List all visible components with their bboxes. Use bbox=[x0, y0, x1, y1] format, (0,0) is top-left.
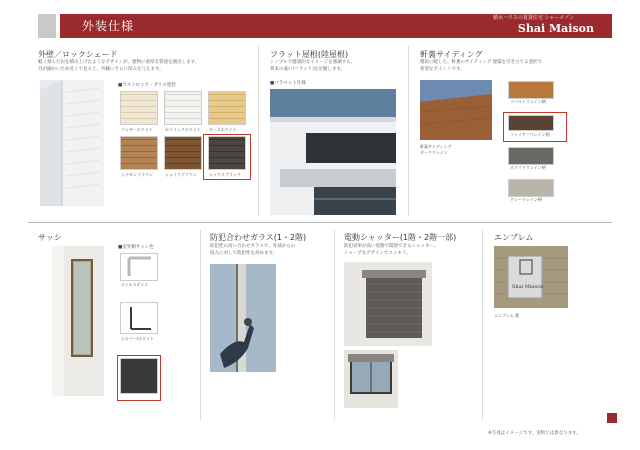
exterior-swatch-5-label: ショコラブラウン bbox=[165, 172, 197, 177]
sash-title: サッシ bbox=[38, 233, 62, 242]
footer-note: ※写真はイメージです。実物とは異なります。 bbox=[488, 431, 581, 436]
exterior-building-photo bbox=[40, 80, 104, 206]
exterior-swatch-1-label: フォザーホワイト bbox=[121, 127, 153, 132]
footer-accent bbox=[607, 413, 617, 423]
emblem-title: エンブレム bbox=[494, 233, 534, 242]
emblem-photo bbox=[494, 246, 568, 308]
eaves-swatch-2[interactable] bbox=[508, 115, 554, 131]
shutter-photo-open bbox=[344, 350, 398, 408]
eaves-swatch-1[interactable] bbox=[508, 81, 554, 99]
shutter-desc-2: シャープなデザインでスッキリ。 bbox=[344, 251, 411, 256]
flat-roof-desc-2: 将来の違い(フラット)を定額します。 bbox=[270, 67, 346, 72]
divider-2 bbox=[408, 46, 409, 216]
header-bar bbox=[60, 14, 612, 38]
eaves-desc-1: 階段に配した、軒裏のサイディング 建築を引き立てる意匠で bbox=[420, 60, 543, 65]
shutter-photo-closed bbox=[344, 262, 432, 346]
exterior-swatch-2-label: セラミックホワイト bbox=[165, 127, 201, 132]
sash-swatch-3-label: ダークブラック bbox=[122, 393, 150, 398]
divider-3 bbox=[200, 230, 201, 420]
eaves-board-label: 軒裏サイディング bbox=[420, 144, 452, 149]
exterior-swatch-6[interactable] bbox=[208, 136, 246, 170]
security-photo bbox=[210, 264, 276, 372]
header-tab-accent bbox=[38, 14, 56, 38]
exterior-swatch-3[interactable] bbox=[208, 91, 246, 125]
security-desc-1: 防犯性の高い合わせガラスで、外部からの bbox=[210, 244, 296, 249]
eaves-swatch-3-label: ホワイトウレイン柄 bbox=[510, 165, 546, 170]
sash-swatch-2[interactable] bbox=[120, 302, 158, 334]
eaves-swatch-2-label: ファイアーウレイン柄 bbox=[510, 132, 550, 137]
flat-roof-photo bbox=[270, 89, 396, 215]
sash-swatch-3[interactable] bbox=[120, 358, 158, 394]
sash-swatch-1[interactable] bbox=[120, 253, 158, 281]
eaves-board-sub: ダークウレイン bbox=[420, 150, 448, 155]
flat-roof-desc-1: シンプルで健康的なイメージを強調する、 bbox=[270, 60, 356, 65]
exterior-title: 外壁／ロックシェード bbox=[38, 50, 118, 59]
exterior-swatch-1[interactable] bbox=[120, 91, 158, 125]
emblem-caption: エンブレム 番 bbox=[494, 313, 519, 318]
exterior-swatch-3-label: ローズホワイト bbox=[209, 127, 237, 132]
eaves-swatch-4-label: グレーウレイン柄 bbox=[510, 197, 542, 202]
header-tagline: 積水ハウスの賃貸住宅 シャーメゾン bbox=[493, 15, 574, 21]
exterior-desc-1: 軽く刻んだ岩を積み上げたようなデザインが、建物に重厚な質感を創出します。 bbox=[38, 60, 200, 65]
eaves-desc-2: 希望なポイントです。 bbox=[420, 67, 465, 72]
flat-roof-sub: ■パラペット仕様 bbox=[270, 81, 306, 86]
security-desc-2: 侵入に対して防犯性を高めます。 bbox=[210, 251, 278, 256]
security-title: 防犯合わせガラス(1・2階) bbox=[210, 233, 307, 242]
sash-swatch-1-label: ナイルステンス bbox=[121, 282, 149, 287]
eaves-swatch-4[interactable] bbox=[508, 179, 554, 197]
eaves-photo bbox=[420, 80, 492, 140]
eaves-title: 軒裏サイディング bbox=[420, 50, 483, 59]
shutter-desc-1: 防犯効果が高い電動で開閉できるシャッター。 bbox=[344, 244, 439, 249]
eaves-swatch-1-label: コバルトウレイン柄 bbox=[510, 99, 546, 104]
exterior-sub-label: ■ラストロック・ブリス塗装 bbox=[118, 83, 176, 88]
sash-swatch-2-label: シルバー/ホワイト bbox=[121, 336, 154, 341]
eaves-swatch-3[interactable] bbox=[508, 147, 554, 165]
sash-photo bbox=[52, 246, 104, 396]
exterior-swatch-5[interactable] bbox=[164, 136, 202, 170]
divider-4 bbox=[334, 230, 335, 420]
exterior-swatch-4-label: シナモンブラウン bbox=[121, 172, 153, 177]
divider-5 bbox=[482, 230, 483, 420]
exterior-desc-2: 目が細かいため近くで見ると、外観にさらに厚みを与えます。 bbox=[38, 67, 164, 72]
emblem-plate-text: Shai Maison bbox=[512, 284, 544, 290]
divider-1 bbox=[258, 46, 259, 216]
brand-logo: Shai Maison bbox=[517, 22, 594, 35]
page-title: 外装仕様 bbox=[82, 19, 135, 33]
exterior-swatch-6-label: シックスブラック bbox=[209, 172, 241, 177]
section-divider bbox=[28, 222, 612, 223]
shutter-title: 電動シャッター(1階・2階一部) bbox=[344, 233, 457, 242]
exterior-swatch-4[interactable] bbox=[120, 136, 158, 170]
exterior-swatch-2[interactable] bbox=[164, 91, 202, 125]
sash-sub: ■室外側サッシ色 bbox=[118, 245, 154, 250]
flat-roof-title: フラット屋根(陸屋根) bbox=[270, 50, 349, 59]
